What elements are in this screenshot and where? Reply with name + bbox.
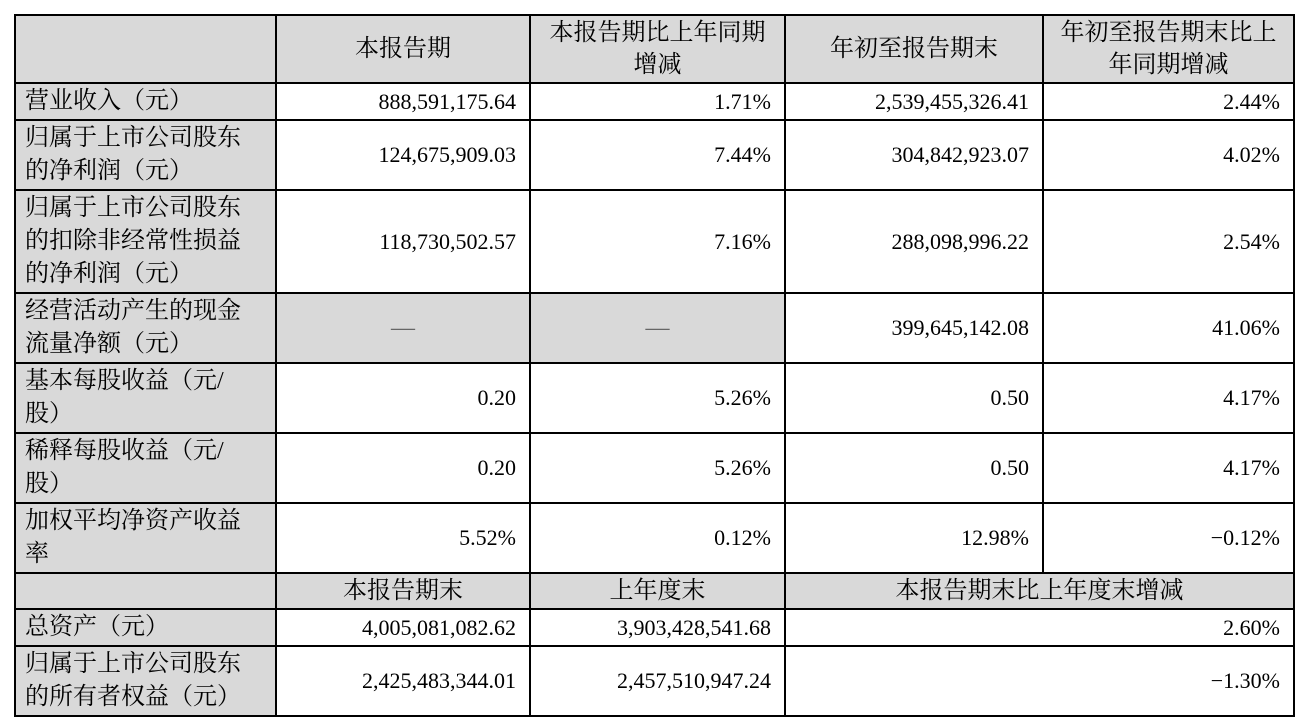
corner-cell: [15, 15, 276, 83]
value-cell: 5.26%: [530, 363, 785, 433]
header-ytd-yoy-change: 年初至报告期末比上年同期增减: [1043, 15, 1294, 83]
header-end-of-prior-year: 上年度末: [530, 573, 785, 609]
value-cell: 0.20: [276, 363, 530, 433]
value-cell: 399,645,142.08: [785, 293, 1043, 363]
value-cell: 4.17%: [1043, 433, 1294, 503]
row-label: 稀释每股收益（元/股）: [15, 433, 276, 503]
row-weighted-roe: [15, 503, 1294, 573]
header-end-of-period: 本报告期末: [276, 573, 530, 609]
value-cell: 0.50: [785, 363, 1043, 433]
financial-summary-table: [14, 14, 1295, 717]
header-row-period-end: [15, 573, 1294, 609]
value-cell: 5.26%: [530, 433, 785, 503]
row-deducted-net-profit: [15, 190, 1294, 293]
corner-cell: [15, 573, 276, 609]
value-cell: 2.60%: [785, 609, 1294, 646]
value-cell: 41.06%: [1043, 293, 1294, 363]
header-ytd: 年初至报告期末: [785, 15, 1043, 83]
dash-cell: —: [276, 293, 530, 363]
value-cell: 2.54%: [1043, 190, 1294, 293]
row-label: 归属于上市公司股东的扣除非经常性损益的净利润（元）: [15, 190, 276, 293]
row-label: 归属于上市公司股东的净利润（元）: [15, 120, 276, 190]
row-diluted-eps: [15, 433, 1294, 503]
value-cell: 0.50: [785, 433, 1043, 503]
value-cell: 118,730,502.57: [276, 190, 530, 293]
header-row-period: [15, 15, 1294, 83]
value-cell: 2.44%: [1043, 83, 1294, 120]
row-label: 加权平均净资产收益率: [15, 503, 276, 573]
header-reporting-period: 本报告期: [276, 15, 530, 83]
row-net-profit: [15, 120, 1294, 190]
row-operating-cash-flow: [15, 293, 1294, 363]
row-total-assets: [15, 609, 1294, 646]
value-cell: 304,842,923.07: [785, 120, 1043, 190]
value-cell: 3,903,428,541.68: [530, 609, 785, 646]
value-cell: 5.52%: [276, 503, 530, 573]
value-cell: 2,425,483,344.01: [276, 646, 530, 716]
value-cell: 4.17%: [1043, 363, 1294, 433]
header-end-vs-prior-year-change: 本报告期末比上年度末增减: [785, 573, 1294, 609]
value-cell: 12.98%: [785, 503, 1043, 573]
value-cell: 4.02%: [1043, 120, 1294, 190]
row-basic-eps: [15, 363, 1294, 433]
value-cell: 2,539,455,326.41: [785, 83, 1043, 120]
value-cell: −0.12%: [1043, 503, 1294, 573]
value-cell: 124,675,909.03: [276, 120, 530, 190]
row-label: 归属于上市公司股东的所有者权益（元）: [15, 646, 276, 716]
row-label: 营业收入（元）: [15, 83, 276, 120]
value-cell: 0.20: [276, 433, 530, 503]
value-cell: 7.16%: [530, 190, 785, 293]
dash-cell: —: [530, 293, 785, 363]
value-cell: −1.30%: [785, 646, 1294, 716]
value-cell: 2,457,510,947.24: [530, 646, 785, 716]
row-label: 基本每股收益（元/股）: [15, 363, 276, 433]
value-cell: 0.12%: [530, 503, 785, 573]
row-revenue: [15, 83, 1294, 120]
row-equity: [15, 646, 1294, 716]
value-cell: 4,005,081,082.62: [276, 609, 530, 646]
row-label: 经营活动产生的现金流量净额（元）: [15, 293, 276, 363]
value-cell: 888,591,175.64: [276, 83, 530, 120]
row-label: 总资产（元）: [15, 609, 276, 646]
value-cell: 288,098,996.22: [785, 190, 1043, 293]
value-cell: 1.71%: [530, 83, 785, 120]
value-cell: 7.44%: [530, 120, 785, 190]
header-reporting-period-yoy-change: 本报告期比上年同期增减: [530, 15, 785, 83]
